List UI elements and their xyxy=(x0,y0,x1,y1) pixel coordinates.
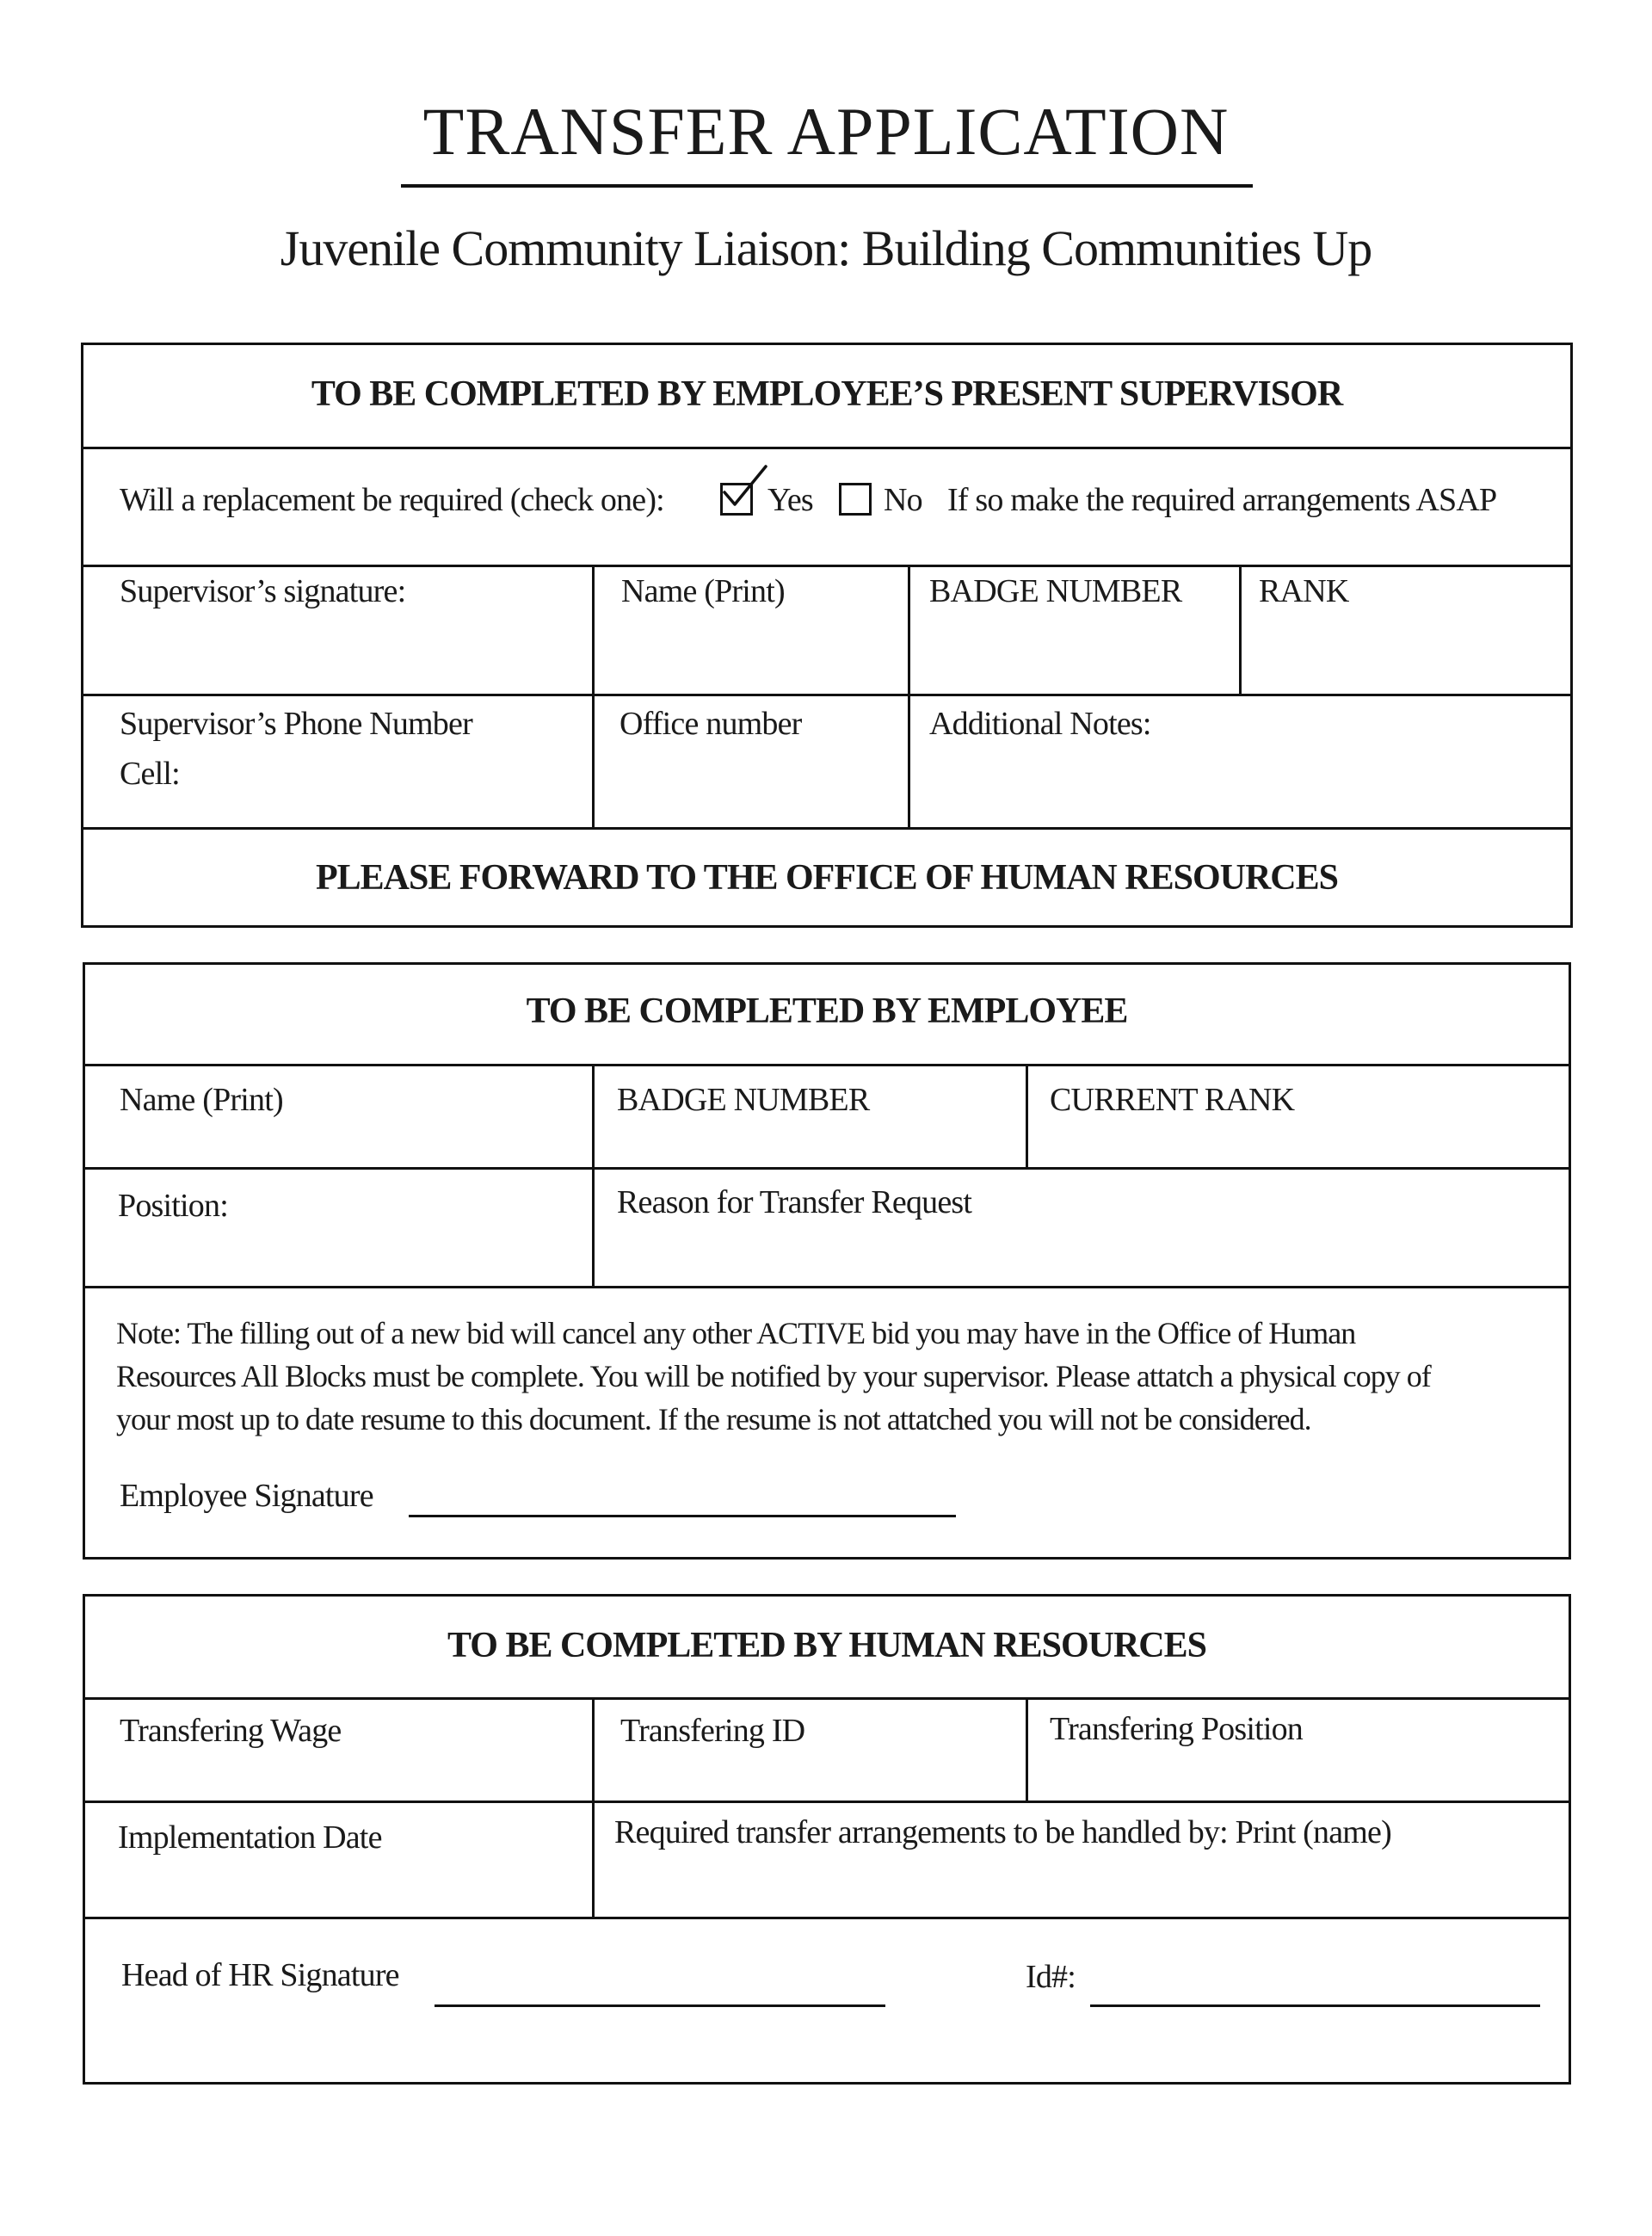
employee-name-field[interactable]: Name (Print) xyxy=(120,1082,283,1118)
transfering-position-field[interactable]: Transfering Position xyxy=(1050,1711,1304,1747)
divider xyxy=(85,1697,1569,1700)
divider xyxy=(1026,1697,1028,1801)
divider xyxy=(83,827,1570,830)
yes-checkbox[interactable] xyxy=(720,483,753,516)
employee-note-line-3: your most up to date resume to this document. If the resume is not attatched you will not be considered. xyxy=(116,1402,1311,1436)
divider xyxy=(1239,565,1242,694)
supervisor-rank-field[interactable]: RANK xyxy=(1259,573,1349,609)
supervisor-signature-field[interactable]: Supervisor’s signature: xyxy=(120,573,406,609)
id-number-label: Id#: xyxy=(1026,1959,1076,1995)
employee-note-line-1: Note: The filling out of a new bid will cancel any other ACTIVE bid you may have in the Office of Human xyxy=(116,1316,1356,1350)
divider xyxy=(85,1286,1569,1288)
supervisor-phone-field[interactable]: Supervisor’s Phone Number xyxy=(120,706,472,742)
transfer-reason-field[interactable]: Reason for Transfer Request xyxy=(617,1184,972,1220)
supervisor-section xyxy=(81,343,1573,928)
divider xyxy=(592,1697,595,1917)
no-label: No xyxy=(884,482,922,518)
office-number-field[interactable]: Office number xyxy=(620,706,802,742)
check-mark-icon xyxy=(719,463,771,511)
divider xyxy=(83,565,1570,567)
arrangements-note: If so make the required arrangements ASAP xyxy=(947,482,1497,518)
divider xyxy=(1026,1064,1028,1167)
current-rank-field[interactable]: CURRENT RANK xyxy=(1050,1082,1295,1118)
divider xyxy=(592,1064,595,1286)
transfer-arrangements-field[interactable]: Required transfer arrangements to be handled by: Print (name) xyxy=(614,1814,1391,1850)
additional-notes-field[interactable]: Additional Notes: xyxy=(929,706,1151,742)
employee-note-line-2: Resources All Blocks must be complete. You will be notified by your supervisor. Please attatch a physical copy of xyxy=(116,1359,1431,1393)
hr-section xyxy=(83,1594,1571,2085)
employee-section xyxy=(83,962,1571,1560)
form-subtitle: Juvenile Community Liaison: Building Communities Up xyxy=(280,220,1372,276)
hr-head-signature-line[interactable] xyxy=(435,2004,885,2007)
title-underline xyxy=(401,184,1253,188)
divider xyxy=(85,1917,1569,1919)
id-number-line[interactable] xyxy=(1090,2004,1540,2007)
divider xyxy=(85,1801,1569,1803)
transfering-id-field[interactable]: Transfering ID xyxy=(620,1713,805,1749)
hr-section-heading: TO BE COMPLETED BY HUMAN RESOURCES xyxy=(447,1626,1206,1665)
replacement-question: Will a replacement be required (check one): xyxy=(120,482,664,518)
divider xyxy=(83,694,1570,696)
implementation-date-field[interactable]: Implementation Date xyxy=(118,1819,382,1856)
supervisor-name-field[interactable]: Name (Print) xyxy=(621,573,785,609)
supervisor-cell-field[interactable]: Cell: xyxy=(120,756,180,792)
form-title: TRANSFER APPLICATION xyxy=(422,94,1230,169)
transfering-wage-field[interactable]: Transfering Wage xyxy=(120,1713,342,1749)
yes-label: Yes xyxy=(767,482,813,518)
divider xyxy=(85,1167,1569,1170)
forward-note: PLEASE FORWARD TO THE OFFICE OF HUMAN RESOURCES xyxy=(316,858,1338,898)
no-checkbox[interactable] xyxy=(839,483,872,516)
supervisor-section-heading: TO BE COMPLETED BY EMPLOYEE’S PRESENT SUPERVISOR xyxy=(311,374,1343,414)
employee-signature-line[interactable] xyxy=(409,1515,956,1517)
hr-head-signature-label: Head of HR Signature xyxy=(121,1957,399,1993)
supervisor-badge-field[interactable]: BADGE NUMBER xyxy=(929,573,1182,609)
employee-section-heading: TO BE COMPLETED BY EMPLOYEE xyxy=(526,991,1128,1031)
employee-badge-field[interactable]: BADGE NUMBER xyxy=(617,1082,870,1118)
divider xyxy=(85,1064,1569,1066)
employee-signature-label: Employee Signature xyxy=(120,1478,373,1514)
divider xyxy=(83,447,1570,449)
position-field[interactable]: Position: xyxy=(118,1188,228,1224)
